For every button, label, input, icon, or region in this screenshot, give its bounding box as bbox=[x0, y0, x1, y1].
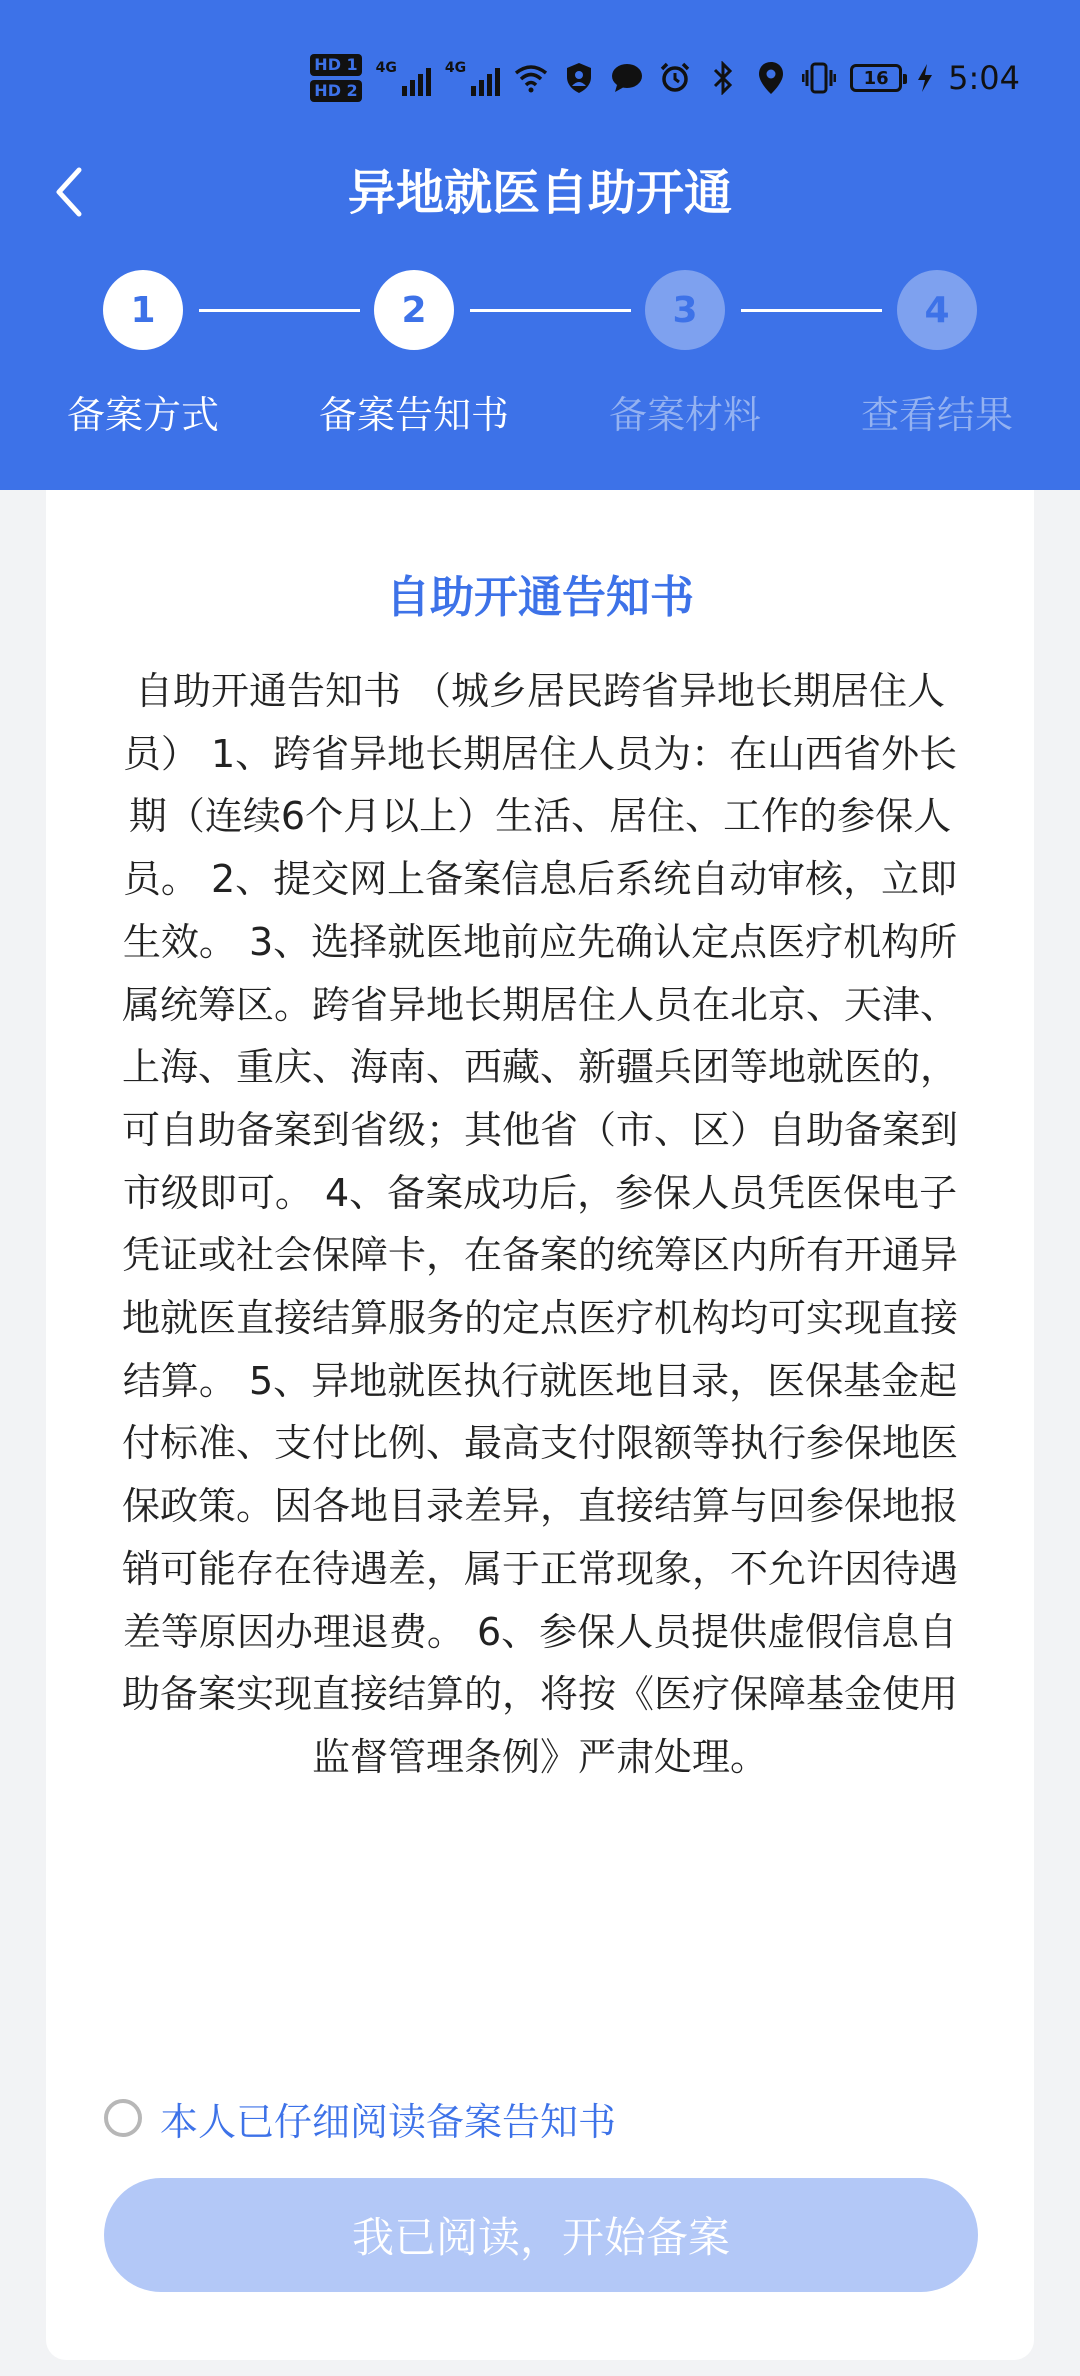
header-bar bbox=[0, 0, 1080, 490]
signal-2-icon: 4G bbox=[445, 60, 500, 96]
status-bar bbox=[310, 48, 1020, 108]
bluetooth-icon bbox=[706, 61, 740, 95]
shield-user-icon bbox=[562, 61, 596, 95]
start-filing-button[interactable]: 我已阅读，开始备案 bbox=[104, 2178, 978, 2292]
charging-icon bbox=[916, 61, 934, 95]
step-1-circle: 1 bbox=[103, 270, 183, 350]
agree-checkbox[interactable] bbox=[104, 2088, 616, 2148]
step-3-label: 备案材料 bbox=[608, 393, 761, 437]
step-2-circle: 2 bbox=[374, 270, 454, 350]
alarm-icon bbox=[658, 61, 692, 95]
step-4-circle: 4 bbox=[897, 270, 977, 350]
clock: 5:04 bbox=[948, 59, 1020, 97]
step-2-label: 备案告知书 bbox=[318, 393, 509, 437]
notice-card bbox=[46, 490, 1034, 2360]
page-title: 异地就医自助开通 bbox=[347, 165, 732, 221]
wifi-icon bbox=[514, 61, 548, 95]
step-4-label: 查看结果 bbox=[860, 393, 1013, 437]
step-connector bbox=[470, 309, 631, 312]
location-icon bbox=[754, 61, 788, 95]
signal-1-icon: 4G bbox=[376, 60, 431, 96]
radio-unchecked-icon[interactable] bbox=[104, 2099, 142, 2137]
hd-2-badge: HD 2 bbox=[310, 80, 361, 102]
hd-1-badge: HD 1 bbox=[310, 54, 361, 76]
progress-stepper bbox=[0, 270, 1080, 350]
hd-voice-indicators bbox=[310, 54, 361, 102]
step-connector bbox=[741, 309, 882, 312]
step-1-label: 备案方式 bbox=[66, 393, 219, 437]
step-3-circle: 3 bbox=[645, 270, 725, 350]
vibrate-icon bbox=[802, 61, 836, 95]
notice-body: 自助开通告知书 （城乡居民跨省异地长期居住人员） 1、跨省异地长期居住人员为：在山西省外长期（连续6个月以上）生活、居住、工作的参保人员。 2、提交网上备案信息后系统自动审核，立即生效。 3、选择就医地前应先确认定点医疗机构所属统筹区。跨省异地长期居住人员在北京、天津、上海、重庆、海南、西藏、新疆兵团等地就医的，可自助备案到省级；其他省（市、区）自助备案到市级即可。 4、备案成功后，参保人员凭医保电子凭证或社会保障卡，在备案的统筹区内所有开通异地就医直接结算服务的定点医疗机构均可实现直接结算。 5、异地就医执行就医地目录，医保基金起付标准、支付比例、最高支付限额等执行参保地医保政策。因各地目录差异，直接结算与回参保地报销可能存在待遇差，属于正常现象，不允许因待遇差等原因办理退费。 6、参保人员提供虚假信息自助备案实现直接结算的，将按《医疗保障基金使用监督管理条例》严肃处理。 bbox=[121, 669, 958, 1779]
notice-title: 自助开通告知书 bbox=[386, 572, 694, 623]
message-bubble-icon bbox=[610, 61, 644, 95]
battery-icon: 16 bbox=[850, 64, 902, 92]
step-connector bbox=[199, 309, 360, 312]
agree-label[interactable]: 本人已仔细阅读备案告知书 bbox=[160, 2099, 617, 2144]
